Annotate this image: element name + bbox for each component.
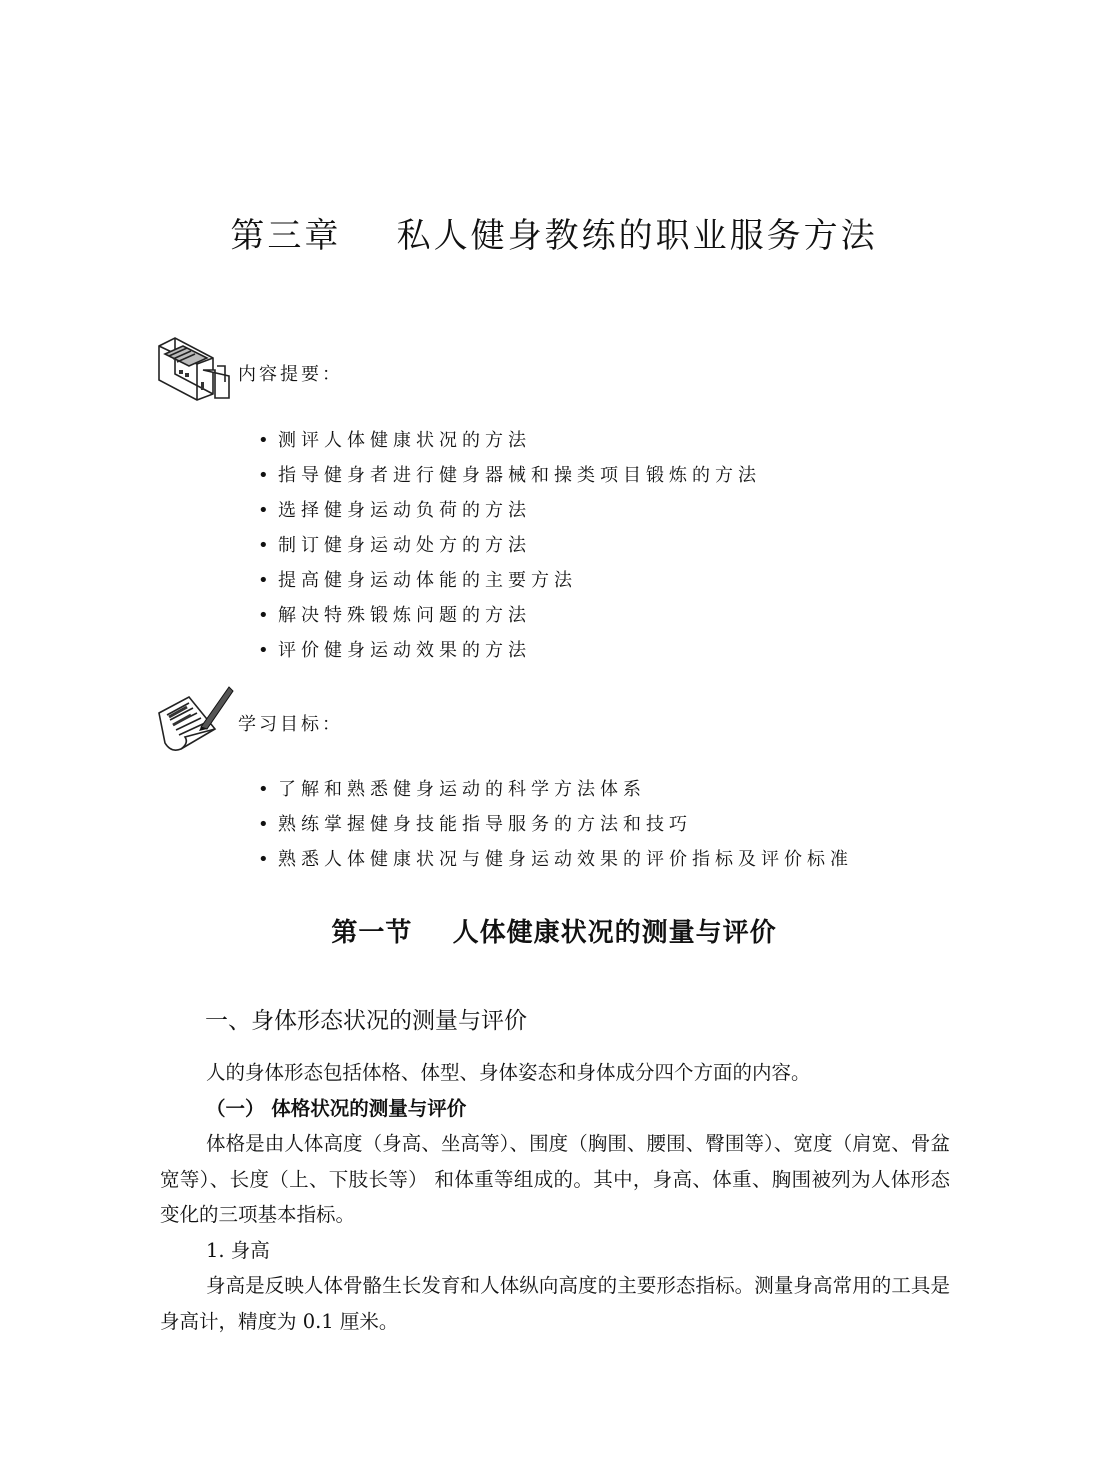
chapter-title: 第三章 私人健身教练的职业服务方法 [230, 216, 878, 256]
list-item: • 选择健身运动负荷的方法 [258, 500, 531, 521]
body-text [160, 1055, 950, 1339]
pen-paper-icon [155, 683, 235, 758]
list-item: • 熟悉人体健康状况与健身运动效果的评价指标及评价标准 [258, 849, 853, 870]
objectives-list [258, 772, 853, 877]
summary-heading: 内容提要： [238, 364, 343, 385]
list-item: • 解决特殊锻炼问题的方法 [258, 605, 531, 626]
numbered-heading: 1. 身高 [206, 1238, 270, 1262]
file-drawer-icon [155, 336, 235, 402]
list-item: • 提高健身运动体能的主要方法 [258, 570, 577, 591]
list-item: • 测评人体健康状况的方法 [258, 430, 531, 451]
list-item: • 评价健身运动效果的方法 [258, 640, 531, 661]
subheading: 一、身体形态状况的测量与评价 [205, 1008, 527, 1034]
list-item: • 指导健身者进行健身器械和操类项目锻炼的方法 [258, 465, 761, 486]
list-item: • 了解和熟悉健身运动的科学方法体系 [258, 779, 646, 800]
summary-list [258, 423, 761, 668]
section-title: 第一节 人体健康状况的测量与评价 [331, 918, 777, 948]
paragraph: 人的身体形态包括体格、体型、身体姿态和身体成分四个方面的内容。 [206, 1061, 811, 1084]
list-item: • 制订健身运动处方的方法 [258, 535, 531, 556]
paragraph: 体格是由人体高度（身高、坐高等）、围度（胸围、腰围、臀围等）、宽度（肩宽、骨盆宽等）、长度（上、下肢长等） 和体重等组成的。其中，身高、体重、胸围被列为人体形态变化的三项基本指标。 [160, 1132, 950, 1226]
paragraph: 身高是反映人体骨骼生长发育和人体纵向高度的主要形态指标。测量身高常用的工具是身高计，精度为 0.1 厘米。 [160, 1274, 950, 1333]
list-item: • 熟练掌握健身技能指导服务的方法和技巧 [258, 814, 692, 835]
subsection-heading: （一） 体格状况的测量与评价 [206, 1096, 467, 1120]
objectives-heading: 学习目标： [238, 714, 343, 735]
